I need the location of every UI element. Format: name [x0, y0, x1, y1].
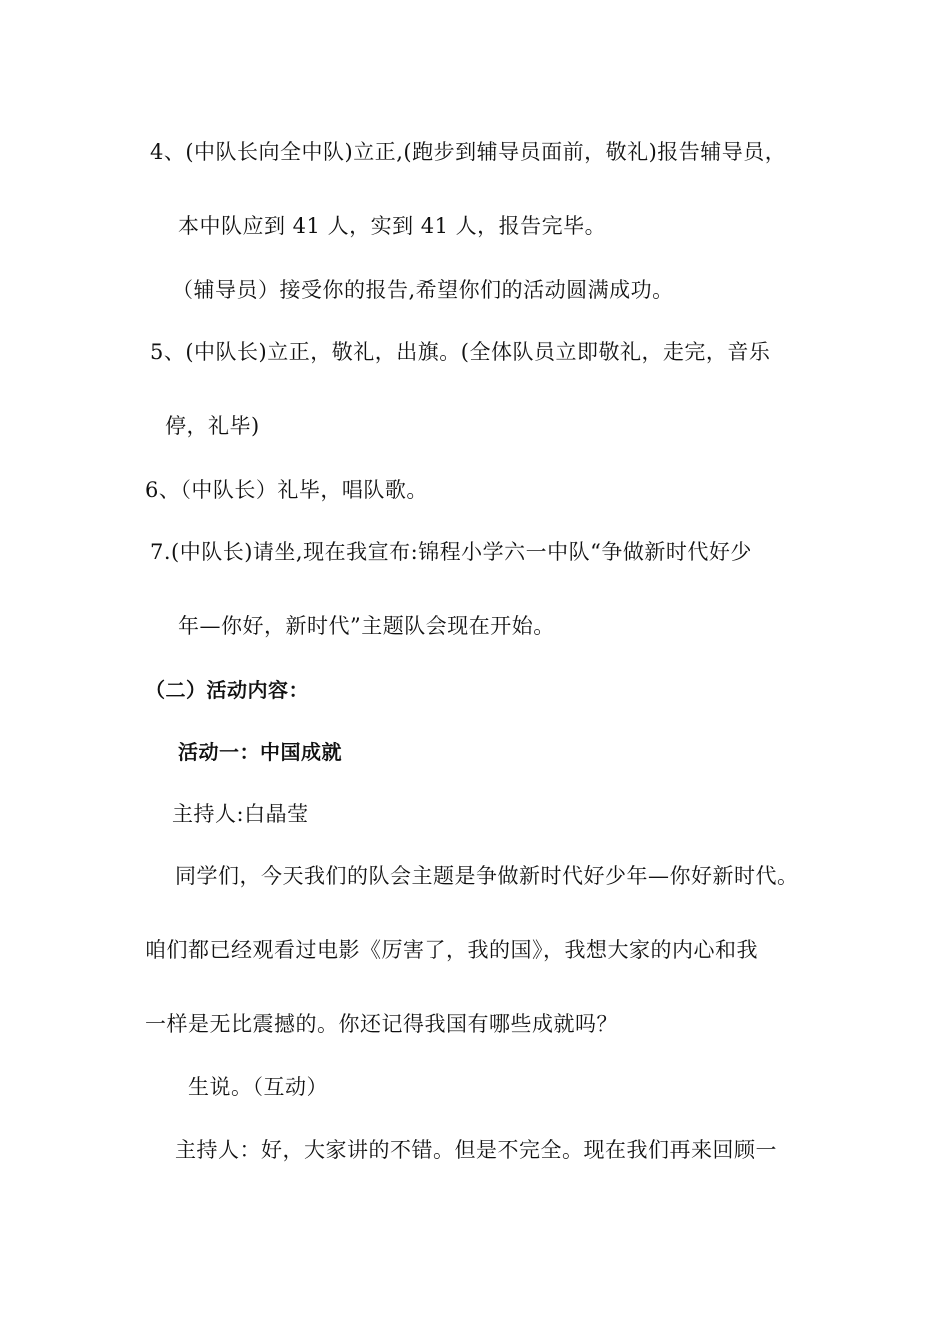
step-5-line-1: 5、(中队长)立正，敬礼，出旗。(全体队员立即敬礼，走完，音乐 [150, 340, 771, 364]
step-7-line-1: 7.(中队长)请坐,现在我宣布:锦程小学六一中队“争做新时代好少 [150, 540, 752, 564]
step-5-line-2: 停，礼毕) [165, 414, 260, 438]
section-heading: （二）活动内容： [145, 678, 309, 702]
step-4-line-2: 本中队应到 41 人，实到 41 人，报告完毕。 [178, 214, 607, 238]
activity-heading: 活动一：中国成就 [178, 740, 342, 764]
host-name: 主持人:白晶莹 [172, 802, 309, 826]
host-speech-line-2: 咱们都已经观看过电影《厉害了，我的国》，我想大家的内心和我 [145, 938, 758, 962]
student-interaction: 生说。（互动） [188, 1075, 328, 1099]
host-response-line: 主持人：好，大家讲的不错。但是不完全。现在我们再来回顾一 [175, 1138, 777, 1162]
step-4-line-1: 4、(中队长向全中队)立正,(跑步到辅导员面前，敬礼)报告辅导员， [150, 140, 787, 164]
step-7-line-2: 年—你好，新时代”主题队会现在开始。 [178, 614, 555, 638]
counselor-response: （辅导员）接受你的报告,希望你们的活动圆满成功。 [172, 278, 674, 302]
host-speech-line-3: 一样是无比震撼的。你还记得我国有哪些成就吗？ [145, 1012, 618, 1036]
step-6-line: 6、（中队长）礼毕，唱队歌。 [145, 478, 428, 502]
host-speech-line-1: 同学们，今天我们的队会主题是争做新时代好少年—你好新时代。 [175, 864, 799, 888]
